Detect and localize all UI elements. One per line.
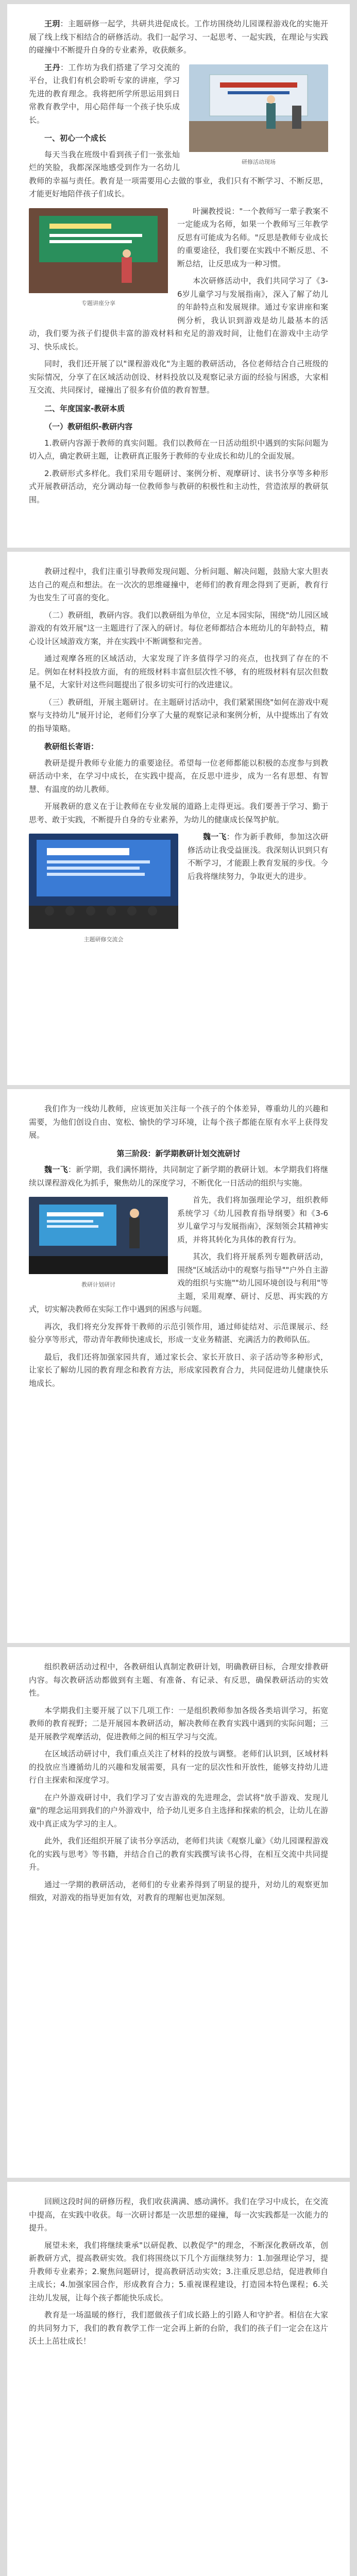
lead-text: 主题研修一起学，共研共进促成长。工作坊围绕幼儿园课程游戏化的实施开展了线上线下相结合的研修活动。我们一起学习、一起思考、一起实践，在理论与实践的碰撞中不断提升自身的专业素养，收获颇多。 (29, 19, 328, 55)
section-heading: 二、年度国家-教研本质 (44, 403, 125, 413)
photo-caption: 研修活动现场 (242, 159, 276, 165)
lead-name: 王丹 (44, 62, 60, 72)
paragraph: 2.教研形式多样化。我们采用专题研讨、案例分析、观摩研讨、读书分享等多种形式开展教研活动，充分调动每一位教师参与教研的积极性和主动性，营造浓厚的教研氛围。 (29, 468, 328, 504)
paragraph: 本学期我们主要开展了以下几项工作：一是组织教师参加各级各类培训学习，拓宽教师的教育视野；二是开展园本教研活动，解决教师在教育实践中遇到的实际问题；三是开展教学观摩活动，促进教师之间的相互学习与交流。 (29, 1705, 328, 1741)
paragraph: 本次研修活动中，我们共同学习了《3-6岁儿童学习与发展指南》，深入了解了幼儿的年龄特点和发展规律。通过专家讲座和案例分析，我认识到游戏是幼儿最基本的活动，我们要为孩子们提供丰富的游戏材料和充足的游戏时间，让他们在游戏中主动学习、快乐成长。 (29, 276, 328, 351)
paragraph: 王丹：工作坊为我们搭建了学习交流的平台，让我们有机会聆听专家的讲座，学习先进的教育理念。我将把所学所思运用到日常教育教学中，用心陪伴每一个孩子快乐成长。 (29, 62, 180, 125)
photo-stage-speech (189, 64, 328, 169)
seminar-image (29, 834, 178, 929)
paragraph: 在户外游戏研讨中，我们学习了安吉游戏的先进理念，尝试将"放手游戏、发现儿童"的理念运用到我们的户外游戏中，给予幼儿更多自主选择和探索的机会，让幼儿在游戏中真正成为学习的主人。 (29, 1792, 328, 1828)
paragraph: 展望未来，我们将继续秉承"以研促教、以教促学"的理念，不断深化教研改革，创新教研方式，提高教研实效。我们将围绕以下几个方面继续努力：1.加强理论学习，提升教师专业素养；2.聚焦问题研讨，提高教研活动实效；3.注重反思总结，促进教师自主成长；4.加强家园合作，形成教育合力；5.重视课程建设，打造园本特色课程；6.关注幼儿发展，让每个孩子都能快乐成长。 (29, 2240, 328, 2302)
lead-name: 王玥 (44, 19, 60, 28)
paragraph: 魏一飞：作为新手教师，参加这次研修活动让我受益匪浅。我深刻认识到只有不断学习，才能跟上教育发展的步伐。今后我将继续努力，争取更大的进步。 (188, 832, 328, 881)
paragraph: 通过一学期的教研活动，老师们的专业素养得到了明显的提升，对幼儿的观察更加细致，对游戏的指导更加有效，对教育的理解也更加深刻。 (29, 1879, 328, 1902)
paragraph: 1.教研内容源于教师的真实问题。我们以教师在一日活动组织中遇到的实际问题为切入点，确定教研主题，让教研真正服务于教师的专业成长和幼儿的全面发展。 (29, 438, 328, 461)
lecture-image (29, 208, 168, 293)
paragraph: 首先，我们将加强理论学习，组织教师系统学习《幼儿园教育指导纲要》和《3-6岁儿童学习与发展指南》，深刻领会其精神实质，并将其转化为具体的教育行为。 (177, 1195, 328, 1244)
document-page-4 (7, 1647, 350, 2178)
photo-caption: 主题研修交流会 (83, 936, 124, 943)
photo-seminar (29, 834, 178, 946)
lead-text: 新学期，我们满怀期待，共同制定了新学期的教研计划。本学期我们将继续以课程游戏化为抓手，聚焦幼儿的深度学习，不断优化一日活动的组织与实施。 (29, 1165, 328, 1188)
lead-paragraph: 王玥：主题研修一起学，共研共进促成长。工作坊围绕幼儿园课程游戏化的实施开展了线上线下相结合的研修活动。我们一起学习、一起思考、一起实践，在理论与实践的碰撞中不断提升自身的专业素养，收获颇多。 (29, 19, 328, 55)
stage-speech-image (189, 64, 328, 152)
paragraph: 其次，我们将开展系列专题教研活动，围绕"区域活动中的观察与指导""户外自主游戏的组织与实施""幼儿园环境创设与利用"等主题，采用观摩、研讨、反思、再实践的方式，切实解决教师在实际工作中遇到的困惑与问题。 (29, 1252, 328, 1314)
paragraph: 再次，我们将充分发挥骨干教师的示范引领作用，通过师徒结对、示范课展示、经验分享等形式，带动青年教师快速成长，形成一支业务精湛、充满活力的教师队伍。 (29, 1321, 328, 1344)
paragraph: 通过观摩各班的区域活动，大家发现了许多值得学习的亮点，也找到了存在的不足。例如在材料投放方面，有的班级材料丰富但层次性不够，有的班级材料有层次但数量不足，大家针对这些问题提出了很多切实可行的改进建议。 (29, 654, 328, 689)
document-page-1 (7, 4, 350, 548)
paragraph: 每天当我在班级中看到孩子们一张张灿烂的笑脸，我都深深地感受到作为一名幼儿教师的幸福与责任。教育是一项需要用心去做的事业，我们只有不断学习、不断反思，才能更好地陪伴孩子们成长。 (29, 149, 328, 198)
paragraph: 教研过程中，我们注重引导教师发现问题、分析问题、解决问题，鼓励大家大胆表达自己的观点和想法。在一次次的思维碰撞中，老师们的教育理念得到了更新，教育行为也发生了可喜的变化。 (29, 567, 328, 602)
photo-lecture (29, 208, 168, 310)
lead-text: 工作坊为我们搭建了学习交流的平台，让我们有机会聆听专家的讲座，学习先进的教育理念。我将把所学所思运用到日常教育教学中，用心陪伴每一个孩子快乐成长。 (29, 62, 180, 125)
paragraph: 组织教研活动过程中，各教研组认真制定教研计划，明确教研目标，合理安排教研内容。每次教研活动都做到有主题、有准备、有记录、有反思，确保教研活动的实效性。 (29, 1662, 328, 1698)
section-heading: 一、初心一个成长 (44, 133, 107, 143)
paragraph: 我们作为一线幼儿教师，应该更加关注每一个孩子的个体差异，尊重幼儿的兴趣和需要，为他们创设自由、宽松、愉快的学习环境，让每个孩子都能在原有水平上获得发展。 (29, 1104, 328, 1140)
lead-name: 魏一飞 (44, 1165, 68, 1174)
lead-name: 魏一飞 (203, 832, 227, 841)
paragraph: 在区域活动研讨中，我们重点关注了材料的投放与调整。老师们认识到，区域材料的投放应当遵循幼儿的兴趣和发展需要，具有一定的层次性和开放性，能够支持幼儿进行自主探索和深度学习。 (29, 1749, 328, 1785)
paragraph: 教育是一场温暖的修行，我们愿做孩子们成长路上的引路人和守护者。相信在大家的共同努力下，我们的教育教学工作一定会再上新的台阶，我们的孩子们一定会在这片沃土上茁壮成长！ (29, 2310, 328, 2346)
paragraph: 回顾这段时间的研修历程，我们收获满满、感动满怀。我们在学习中成长，在交流中提高，在实践中收获。每一次研讨都是一次思想的碰撞，每一次实践都是一次能力的提升。 (29, 2197, 328, 2232)
paragraph: 开展教研的意义在于让教师在专业发展的道路上走得更远。我们要善于学习、勤于思考、敢于实践，不断提升自身的专业素养，为幼儿的健康成长保驾护航。 (29, 802, 328, 824)
paragraph: 此外，我们还组织开展了读书分享活动，老师们共读《观察儿童》《幼儿园课程游戏化的实践与思考》等书籍，并结合自己的教育实践撰写读书心得，在相互交流中共同提升。 (29, 1836, 328, 1872)
paragraph: 叶澜教授说："一个教师写一辈子教案不一定能成为名师，如果一个教师写三年教学反思有可能成为名师。"反思是教师专业成长的重要途径，我们要在实践中不断反思、不断总结，让反思成为一种习惯。 (177, 206, 328, 268)
paragraph: 同时，我们还开展了以"课程游戏化"为主题的教研活动，各位老师结合自己班级的实际情况，分享了在区域活动创设、材料投放以及观察记录方面的经验与困惑，大家相互交流、共同探讨，碰撞出了很多有价值的教育智慧。 (29, 359, 328, 395)
paragraph: （二）教研组，教研内容。我们以教研组为单位，立足本园实际，围绕"幼儿园区域游戏的有效开展"这一主题进行了深入的研讨。每位老师都结合本班幼儿的年龄特点，精心设计区域游戏方案，并在实践中不断调整和完善。 (29, 610, 328, 646)
planning-image (29, 1197, 168, 1274)
section-heading: 第三阶段：新学期教研计划交流研讨 (116, 1148, 241, 1158)
paragraph: 教研是提升教师专业能力的重要途径。希望每一位老师都能以积极的态度参与到教研活动中来，在学习中成长，在实践中提高，在反思中进步，成为一名有思想、有智慧、有温度的幼儿教师。 (29, 758, 328, 794)
paragraph: 魏一飞：新学期，我们满怀期待，共同制定了新学期的教研计划。本学期我们将继续以课程游戏化为抓手，聚焦幼儿的深度学习，不断优化一日活动的组织与实施。 (29, 1165, 328, 1188)
lead-text: 作为新手教师，参加这次研修活动让我受益匪浅。我深刻认识到只有不断学习，才能跟上教育发展的步伐。今后我将继续努力，争取更大的进步。 (188, 832, 328, 881)
sub-heading: （一）教研组织-教研内容 (44, 422, 133, 431)
photo-planning (29, 1197, 168, 1291)
section-heading: 教研组长寄语： (44, 742, 99, 751)
document-page-2 (7, 552, 350, 1085)
photo-caption: 专题讲座分享 (81, 300, 115, 307)
paragraph: 最后，我们还将加强家园共育，通过家长会、家长开放日、亲子活动等多种形式，让家长了解幼儿园的教育理念和教育方法，形成家园教育合力，共同促进幼儿健康快乐地成长。 (29, 1352, 328, 1388)
photo-caption: 教研计划研讨 (81, 1281, 115, 1288)
paragraph: （三）教研组，开展主题研讨。在主题研讨活动中，我们紧紧围绕"如何在游戏中观察与支持幼儿"展开讨论，老师们分享了大量的观察记录和案例分析，从中提炼出了有效的指导策略。 (29, 697, 328, 733)
document-page-5 (7, 2182, 350, 2576)
document-page-3 (7, 1089, 350, 1643)
